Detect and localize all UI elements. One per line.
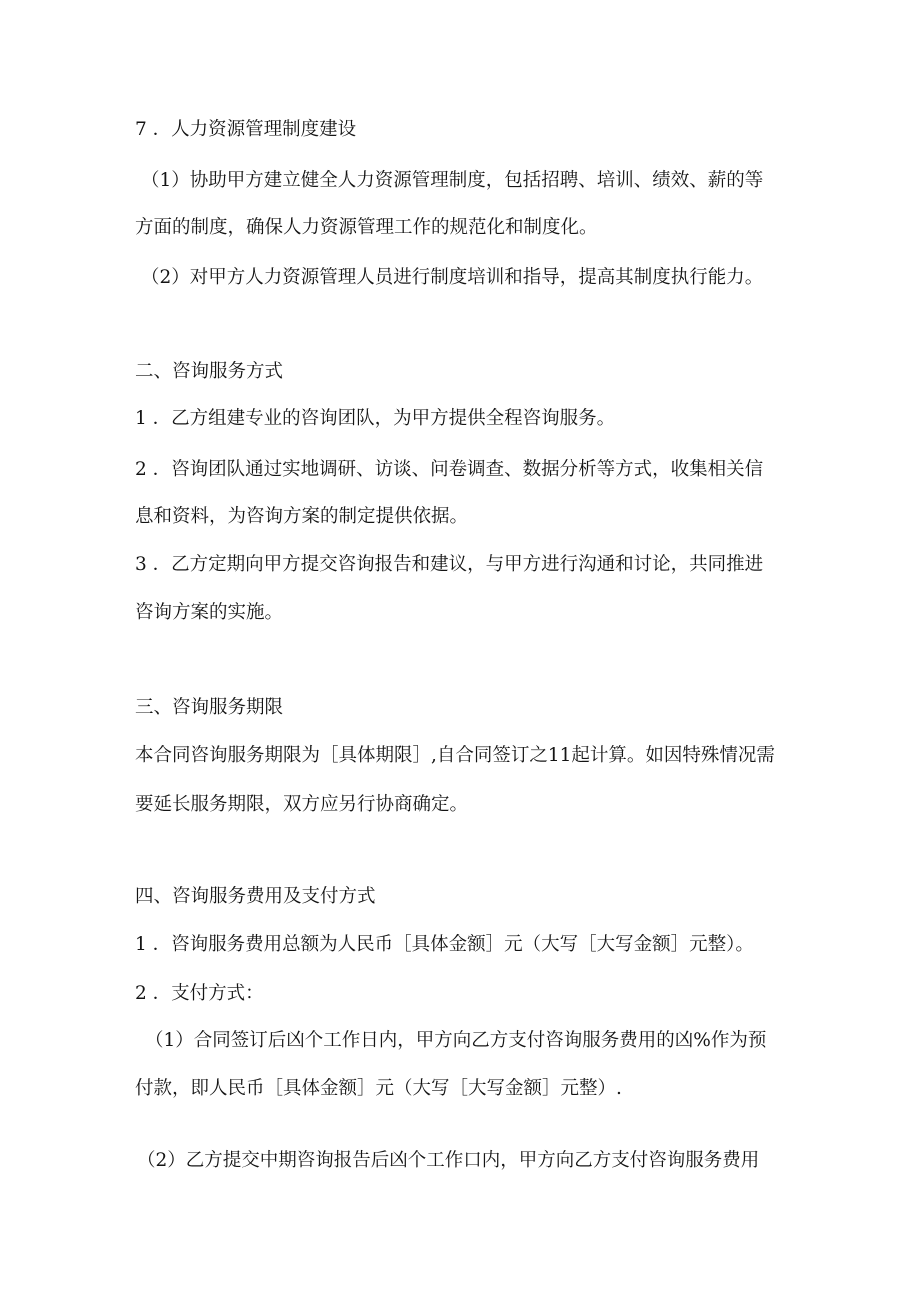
paragraph-line: 2 ．咨询团队通过实地调研、访谈、问卷调查、数据分析等方式，收集相关信: [135, 459, 764, 480]
paragraph-line: 1 ．咨询服务费用总额为人民币［具体金额］元（大写［大写金额］元整）。: [135, 934, 754, 955]
paragraph-line: 3 ．乙方定期向甲方提交咨询报告和建议，与甲方进行沟通和讨论，共同推进: [135, 554, 764, 575]
paragraph-line: （1）合同签订后凶个工作日内，甲方向乙方支付咨询服务费用的凶%作为预: [145, 1030, 767, 1051]
paragraph-line: （2）对甲方人力资源管理人员进行制度培训和指导，提高其制度执行能力。: [141, 267, 764, 288]
section-heading-service-fee: 四、咨询服务费用及支付方式: [135, 886, 376, 907]
paragraph-line: 咨询方案的实施。: [135, 602, 284, 623]
paragraph-line: 1 ．乙方组建专业的咨询团队，为甲方提供全程咨询服务。: [135, 408, 616, 429]
section-heading-service-period: 三、咨询服务期限: [135, 697, 284, 718]
paragraph-line: 付款，即人民币［具体金额］元（大写［大写金额］元整）.: [135, 1078, 622, 1099]
section-heading-hr-system: 7 ．人力资源管理制度建设: [135, 119, 357, 140]
paragraph-line: 本合同咨询服务期限为［具体期限］,自合同签订之11起计算。如因特殊情况需: [135, 745, 775, 766]
paragraph-line: 要延长服务期限，双方应另行协商确定。: [135, 794, 469, 815]
section-heading-service-method: 二、咨询服务方式: [135, 361, 284, 382]
paragraph-line: （2）乙方提交中期咨询报告后凶个工作口内，甲方向乙方支付咨询服务费用: [137, 1150, 760, 1171]
paragraph-line: 2 ．支付方式：: [135, 983, 264, 1004]
paragraph-line: （1）协助甲方建立健全人力资源管理制度，包括招聘、培训、绩效、薪的等: [141, 170, 764, 191]
paragraph-line: 息和资料，为咨询方案的制定提供依据。: [135, 506, 469, 527]
paragraph-line: 方面的制度，确保人力资源管理工作的规范化和制度化。: [135, 217, 598, 238]
